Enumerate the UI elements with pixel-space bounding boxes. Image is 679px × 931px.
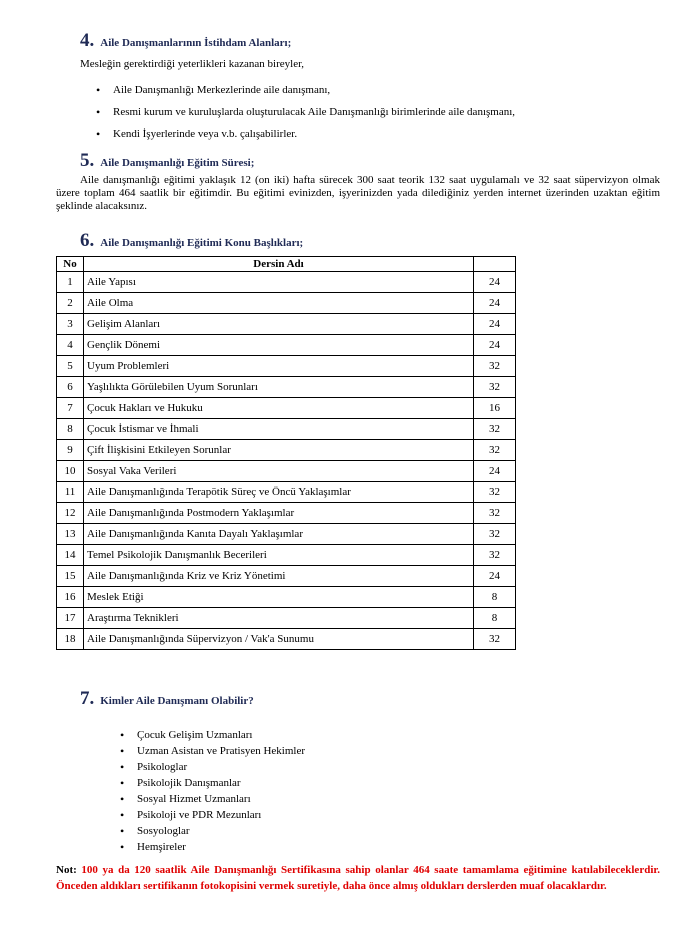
cell-course-name: Aile Danışmanlığında Süpervizyon / Vak'a Sunumu xyxy=(84,629,474,650)
cell-no: 3 xyxy=(57,314,84,335)
cell-hours: 32 xyxy=(474,629,516,650)
section-title: Aile Danışmanlığı Eğitim Süresi; xyxy=(100,157,255,169)
section-number: 7. xyxy=(80,688,95,709)
list-item: • Psikoloji ve PDR Mezunları xyxy=(112,807,512,823)
section-6-heading xyxy=(80,230,303,252)
section-number: 6. xyxy=(80,230,95,251)
cell-hours: 32 xyxy=(474,524,516,545)
cell-course-name: Aile Danışmanlığında Postmodern Yaklaşımlar xyxy=(84,503,474,524)
cell-hours: 24 xyxy=(474,335,516,356)
table-row xyxy=(57,272,516,293)
list-item: • Uzman Asistan ve Pratisyen Hekimler xyxy=(112,743,512,759)
table-header-row xyxy=(57,257,516,272)
section-title: Aile Danışmanlarının İstihdam Alanları; xyxy=(100,37,292,49)
note-label: Not: xyxy=(56,864,77,876)
cell-course-name: Meslek Etiği xyxy=(84,587,474,608)
cell-no: 13 xyxy=(57,524,84,545)
cell-no: 5 xyxy=(57,356,84,377)
header-no: No xyxy=(57,257,84,272)
cell-no: 6 xyxy=(57,377,84,398)
cell-hours: 32 xyxy=(474,377,516,398)
cell-hours: 24 xyxy=(474,293,516,314)
note-paragraph xyxy=(56,862,660,894)
cell-hours: 24 xyxy=(474,272,516,293)
cell-hours: 32 xyxy=(474,503,516,524)
section-number: 5. xyxy=(80,150,95,171)
table-row xyxy=(57,293,516,314)
list-item: • Aile Danışmanlığı Merkezlerinde aile danışmanı, xyxy=(88,79,648,101)
cell-course-name: Çift İlişkisini Etkileyen Sorunlar xyxy=(84,440,474,461)
list-item: • Sosyal Hizmet Uzmanları xyxy=(112,791,512,807)
cell-no: 12 xyxy=(57,503,84,524)
cell-course-name: Aile Danışmanlığında Terapötik Süreç ve Öncü Yaklaşımlar xyxy=(84,482,474,503)
cell-course-name: Çocuk Hakları ve Hukuku xyxy=(84,398,474,419)
table-row xyxy=(57,419,516,440)
cell-course-name: Aile Danışmanlığında Kanıta Dayalı Yaklaşımlar xyxy=(84,524,474,545)
section-5-heading xyxy=(80,150,254,172)
cell-no: 8 xyxy=(57,419,84,440)
cell-hours: 32 xyxy=(474,356,516,377)
list-item: • Resmi kurum ve kuruluşlarda oluşturulacak Aile Danışmanlığı birimlerinde aile danışmanı, xyxy=(88,101,648,123)
section-title: Kimler Aile Danışmanı Olabilir? xyxy=(100,695,254,707)
table-row xyxy=(57,566,516,587)
section-4-list xyxy=(88,79,648,145)
cell-no: 17 xyxy=(57,608,84,629)
cell-course-name: Çocuk İstismar ve İhmali xyxy=(84,419,474,440)
section-4-intro: Mesleğin gerektirdiği yeterlikleri kazanan bireyler, xyxy=(80,58,305,70)
header-hours xyxy=(474,257,516,272)
list-item: • Psikolojik Danışmanlar xyxy=(112,775,512,791)
section-7-list xyxy=(112,727,512,855)
section-title: Aile Danışmanlığı Eğitimi Konu Başlıkları; xyxy=(100,237,304,249)
cell-no: 10 xyxy=(57,461,84,482)
cell-hours: 8 xyxy=(474,587,516,608)
table-row xyxy=(57,461,516,482)
cell-hours: 24 xyxy=(474,314,516,335)
table-row xyxy=(57,524,516,545)
cell-course-name: Uyum Problemleri xyxy=(84,356,474,377)
table-row xyxy=(57,587,516,608)
cell-hours: 32 xyxy=(474,545,516,566)
cell-no: 18 xyxy=(57,629,84,650)
cell-no: 2 xyxy=(57,293,84,314)
cell-course-name: Aile Yapısı xyxy=(84,272,474,293)
cell-no: 4 xyxy=(57,335,84,356)
table-row xyxy=(57,314,516,335)
cell-hours: 32 xyxy=(474,419,516,440)
table-row xyxy=(57,398,516,419)
table-row xyxy=(57,629,516,650)
list-item: • Hemşireler xyxy=(112,839,512,855)
table-row xyxy=(57,545,516,566)
table-row xyxy=(57,503,516,524)
cell-course-name: Temel Psikolojik Danışmanlık Becerileri xyxy=(84,545,474,566)
section-number: 4. xyxy=(80,30,95,51)
cell-no: 1 xyxy=(57,272,84,293)
note-text: 100 ya da 120 saatlik Aile Danışmanlığı Sertifikasına sahip olanlar 464 saate tamamlama eğitimine katılabileceklerdir. Önceden aldıkları sertifikanın fotokopisini vermek suretiyle, daha önce almış oldukları derslerden muaf olacaklardır. xyxy=(56,864,660,892)
cell-no: 9 xyxy=(57,440,84,461)
cell-no: 14 xyxy=(57,545,84,566)
course-table xyxy=(56,256,516,650)
table-row xyxy=(57,335,516,356)
table-row xyxy=(57,377,516,398)
header-course-name: Dersin Adı xyxy=(84,257,474,272)
cell-course-name: Aile Olma xyxy=(84,293,474,314)
cell-hours: 32 xyxy=(474,482,516,503)
list-item: • Sosyologlar xyxy=(112,823,512,839)
cell-hours: 24 xyxy=(474,566,516,587)
list-item: • Kendi İşyerlerinde veya v.b. çalışabilirler. xyxy=(88,123,648,145)
cell-no: 15 xyxy=(57,566,84,587)
cell-no: 16 xyxy=(57,587,84,608)
table-row xyxy=(57,356,516,377)
cell-course-name: Gençlik Dönemi xyxy=(84,335,474,356)
list-item: • Çocuk Gelişim Uzmanları xyxy=(112,727,512,743)
cell-hours: 32 xyxy=(474,440,516,461)
cell-course-name: Yaşlılıkta Görülebilen Uyum Sorunları xyxy=(84,377,474,398)
cell-course-name: Gelişim Alanları xyxy=(84,314,474,335)
table-row xyxy=(57,608,516,629)
cell-hours: 16 xyxy=(474,398,516,419)
cell-course-name: Araştırma Teknikleri xyxy=(84,608,474,629)
cell-hours: 8 xyxy=(474,608,516,629)
cell-no: 7 xyxy=(57,398,84,419)
table-row xyxy=(57,440,516,461)
cell-hours: 24 xyxy=(474,461,516,482)
cell-course-name: Sosyal Vaka Verileri xyxy=(84,461,474,482)
cell-no: 11 xyxy=(57,482,84,503)
table-row xyxy=(57,482,516,503)
section-5-paragraph: Aile danışmanlığı eğitimi yaklaşık 12 (on iki) hafta sürecek 300 saat teorik 132 saat uygulamalı ve 32 saat süpervizyon olmak üzere toplam 464 saatlik bir eğitimdir. Bu eğitimi evinizden, işyerinizden yada dilediğiniz yerden internet üzerinden uzaktan eğitim şeklinde alacaksınız. xyxy=(56,174,660,212)
section-4-heading xyxy=(80,30,291,52)
section-7-heading xyxy=(80,688,254,710)
cell-course-name: Aile Danışmanlığında Kriz ve Kriz Yönetimi xyxy=(84,566,474,587)
list-item: • Psikologlar xyxy=(112,759,512,775)
